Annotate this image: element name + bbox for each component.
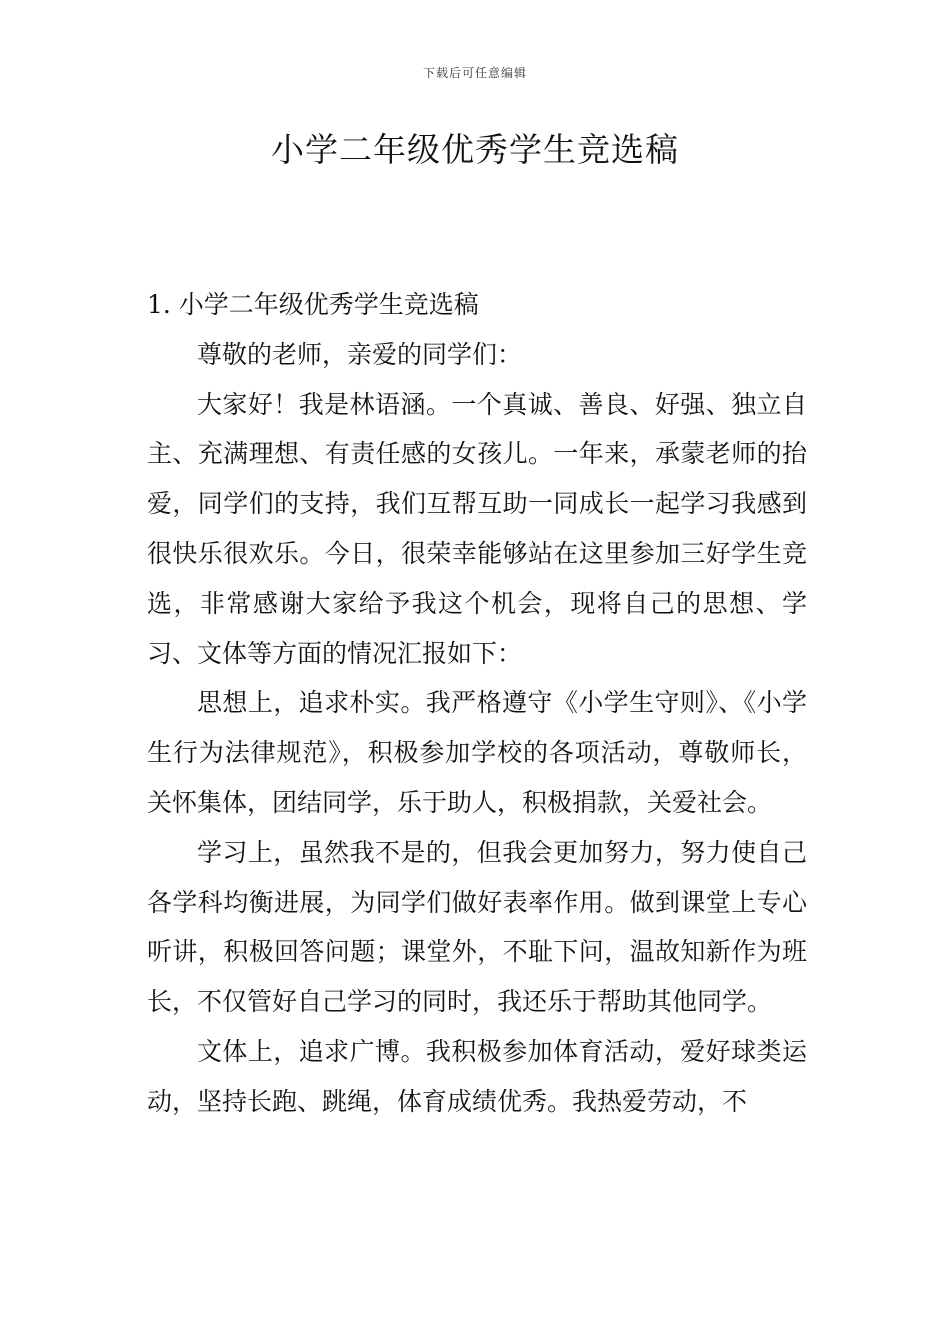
paragraph-introduction: 大家好！我是林语涵。一个真诚、善良、好强、独立自主、充满理想、有责任感的女孩儿。一年来，承蒙老师的抬爱，同学们的支持，我们互帮互助一同成长一起学习我感到很快乐很欢乐。今日，很荣幸能够站在这里参加三好学生竞选，非常感谢大家给予我这个机会，现将自己的思想、学习、文体等方面的情况汇报如下： [147, 389, 807, 668]
paragraph-study: 学习上，虽然我不是的，但我会更加努力，努力使自己各学科均衡进展，为同学们做好表率作用。做到课堂上专心听讲，积极回答问题；课堂外，不耻下问，温故知新作为班长，不仅管好自己学习的同时，我还乐于帮助其他同学。 [147, 837, 807, 1017]
section-heading: 1. 小学二年级优秀学生竞选稿 [147, 290, 479, 319]
paragraph-greeting: 尊敬的老师，亲爱的同学们： [197, 339, 523, 369]
header-note: 下载后可任意编辑 [422, 66, 527, 80]
paragraph-thought: 思想上，追求朴实。我严格遵守《小学生守则》、《小学生行为法律规范》，积极参加学校的各项活动，尊敬师长，关怀集体，团结同学，乐于助人，积极捐款，关爱社会。 [147, 688, 807, 817]
document-title: 小学二年级优秀学生竞选稿 [271, 130, 679, 169]
paragraph-sports: 文体上，追求广博。我积极参加体育活动，爱好球类运动，坚持长跑、跳绳，体育成绩优秀。我热爱劳动，不 [147, 1036, 807, 1116]
document-body [147, 280, 807, 1127]
